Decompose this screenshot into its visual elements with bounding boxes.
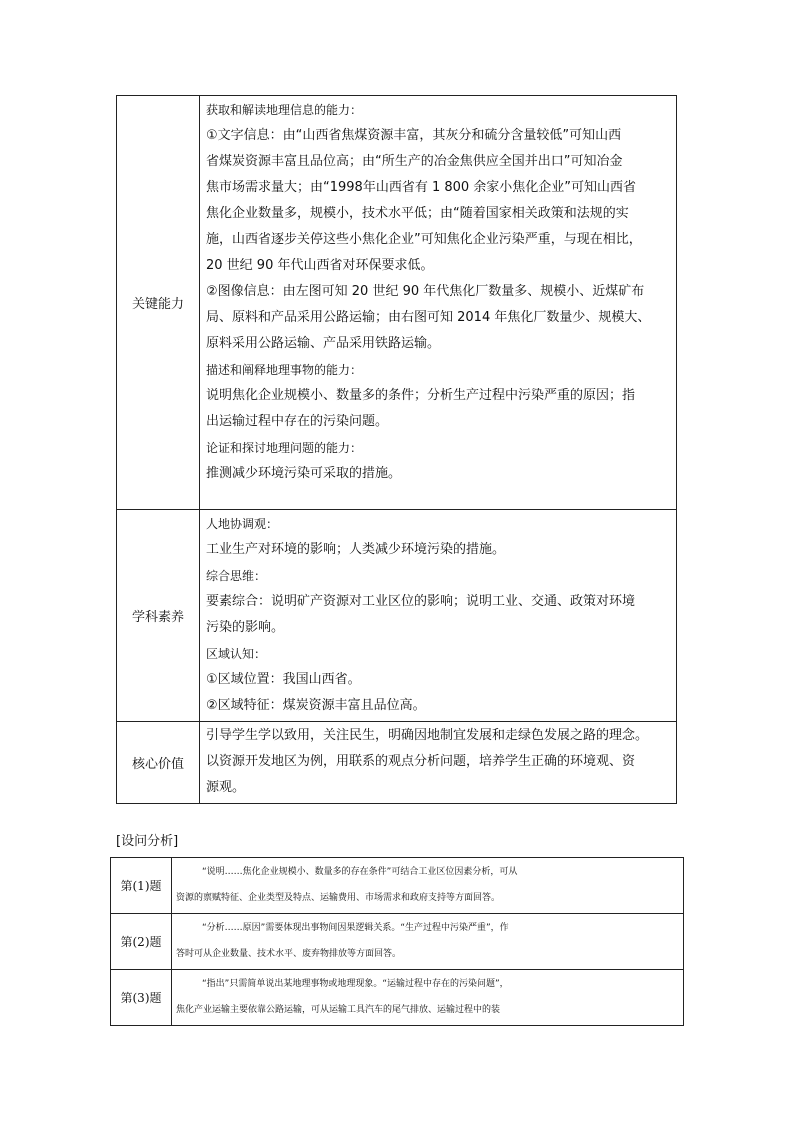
text-line: 答时可从企业数量、技术水平、废弃物排放等方面回答。 xyxy=(176,949,402,959)
text-line: 描述和阐释地理事物的能力： xyxy=(206,363,363,377)
row-content-value xyxy=(200,722,677,804)
text-line: 源观。 xyxy=(206,780,246,795)
row-label-ability: 关键能力 xyxy=(117,96,200,510)
text-line: 获取和解读地理信息的能力： xyxy=(206,103,363,117)
text-line: 施，山西省逐步关停这些小焦化企业”可知焦化企业污染严重，与现在相比， xyxy=(206,232,642,247)
text-line: ①文字信息：由“山西省焦煤资源丰富，其灰分和硫分含量较低”可知山西 xyxy=(206,128,622,143)
text-line: 要素综合：说明矿产资源对工业区位的影响；说明工业、交通、政策对环境 xyxy=(206,594,636,609)
table-row xyxy=(111,914,684,970)
row-content-ability xyxy=(200,96,677,510)
row-content-literacy xyxy=(200,510,677,722)
question-label: 第(1)题 xyxy=(111,858,172,914)
competency-table xyxy=(116,95,677,804)
text-line: “说明……焦化企业规模小、数量多的存在条件”可结合工业区位因素分析，可从 xyxy=(202,867,518,877)
section-title: [设问分析] xyxy=(116,834,179,849)
table-row xyxy=(117,722,677,804)
text-line: 污染的影响。 xyxy=(206,620,285,635)
table-row xyxy=(117,96,677,510)
text-line: 综合思维： xyxy=(206,569,267,583)
text-line: 区域认知： xyxy=(206,647,267,661)
table-row xyxy=(111,858,684,914)
question-analysis-table xyxy=(110,857,684,1026)
text-line: 说明焦化企业规模小、数量多的条件；分析生产过程中污染严重的原因；指 xyxy=(206,388,636,403)
text-line: 局、原料和产品采用公路运输；由右图可知 2014 年焦化厂数量少、规模大、 xyxy=(206,310,651,325)
text-line: 引导学生学以致用，关注民生，明确因地制宜发展和走绿色发展之路的理念。 xyxy=(206,728,649,743)
text-line: ①区域位置：我国山西省。 xyxy=(206,672,361,687)
text-line: 人地协调观： xyxy=(206,517,279,531)
text-line: 出运输过程中存在的污染问题。 xyxy=(206,414,389,429)
question-content xyxy=(172,914,684,970)
text-line: 工业生产对环境的影响；人类减少环境污染的措施。 xyxy=(206,542,506,557)
question-content xyxy=(172,970,684,1026)
text-line: ②图像信息：由左图可知 20 世纪 90 年代焦化厂数量多、规模小、近煤矿布 xyxy=(206,284,645,299)
text-line: 资源的禀赋特征、企业类型及特点、运输费用、市场需求和政府支持等方面回答。 xyxy=(176,893,501,903)
text-line: 推测减少环境污染可采取的措施。 xyxy=(206,466,402,481)
text-line: “指出”只需简单说出某地理事物或地理现象。“运输过程中存在的污染问题”， xyxy=(202,979,509,989)
text-line: 焦化产业运输主要依靠公路运输，可从运输工具汽车的尾气排放、运输过程中的装 xyxy=(176,1005,501,1015)
table-row xyxy=(111,970,684,1026)
text-line: 论证和探讨地理问题的能力： xyxy=(206,441,363,455)
row-label-value: 核心价值 xyxy=(117,722,200,804)
question-content xyxy=(172,858,684,914)
text-line: 焦化企业数量多，规模小，技术水平低；由“随着国家相关政策和法规的实 xyxy=(206,206,629,221)
text-line: 省煤炭资源丰富且品位高；由“所生产的冶金焦供应全国并出口”可知冶金 xyxy=(206,154,623,169)
text-line: 原料采用公路运输、产品采用铁路运输。 xyxy=(206,336,441,351)
question-label: 第(3)题 xyxy=(111,970,172,1026)
text-line: 20 世纪 90 年代山西省对环保要求低。 xyxy=(206,258,434,273)
text-line: ②区域特征：煤炭资源丰富且品位高。 xyxy=(206,698,426,713)
row-label-literacy: 学科素养 xyxy=(117,510,200,722)
table-row xyxy=(117,510,677,722)
text-line: 以资源开发地区为例，用联系的观点分析问题，培养学生正确的环境观、资 xyxy=(206,754,636,769)
question-label: 第(2)题 xyxy=(111,914,172,970)
text-line: 焦市场需求量大；由“1998年山西省有 1 800 余家小焦化企业”可知山西省 xyxy=(206,180,637,195)
text-line: “分析……原因”需要体现出事物间因果逻辑关系。“生产过程中污染严重”，作 xyxy=(202,923,509,933)
